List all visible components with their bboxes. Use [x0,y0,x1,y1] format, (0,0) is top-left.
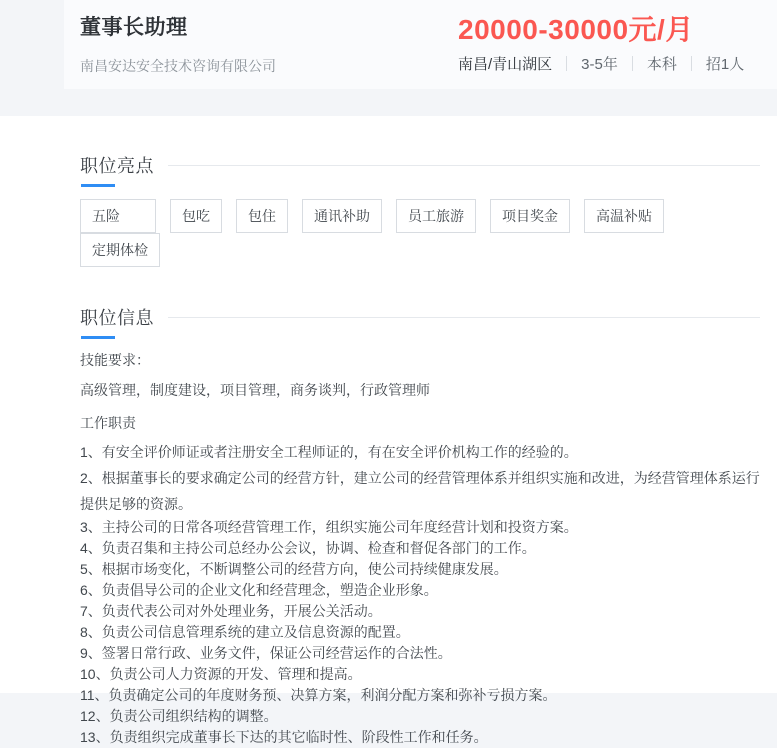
duty-item: 3、主持公司的日常各项经营管理工作，组织实施公司年度经营计划和投资方案。 [80,519,578,535]
duties-label: 工作职责 [80,415,136,431]
highlight-tag: 五险 [80,199,156,233]
highlights-section-title: 职位亮点 [80,156,154,176]
highlight-tag: 项目奖金 [490,199,570,233]
duty-item: 10、负责公司人力资源的开发、管理和提高。 [80,666,362,682]
section-title-underline [81,336,115,339]
section-head-job-info [80,304,760,330]
duties-list [80,439,760,748]
duty-item: 13、负责组织完成董事长下达的其它临时性、阶段性工作和任务。 [80,729,488,745]
page-title: 董事长助理 [80,16,188,39]
meta-divider [691,56,692,71]
highlight-tag: 定期体检 [80,233,160,267]
duty-item: 4、负责召集和主持公司总经办公会议，协调、检查和督促各部门的工作。 [80,540,536,556]
duty-item: 12、负责公司组织结构的调整。 [80,708,278,724]
duty-item: 5、根据市场变化，不断调整公司的经营方向，使公司持续健康发展。 [80,561,508,577]
section-title-underline [81,184,115,187]
skills-text: 高级管理，制度建设，项目管理，商务谈判，行政管理师 [80,382,430,398]
job-info-title-wrap [80,304,154,330]
job-body [0,116,777,745]
duty-item: 9、签署日常行政、业务文件，保证公司经营运作的合法性。 [80,645,452,661]
highlight-tag: 包吃 [170,199,222,233]
skills-label: 技能要求： [80,352,150,368]
meta-divider [632,56,633,71]
duty-item: 11、负责确定公司的年度财务预、决算方案，利润分配方案和弥补亏损方案。 [80,687,557,703]
highlight-tag: 员工旅游 [396,199,476,233]
meta-location: 南昌/青山湖区 [458,56,553,73]
meta-headcount: 招1人 [705,56,745,73]
duty-item: 1、有安全评价师证或者注册安全工程师证的，有在安全评价机构工作的经验的。 [80,444,578,460]
highlight-tag: 高温补贴 [584,199,664,233]
highlight-tags [80,199,760,267]
highlight-tag: 包住 [236,199,288,233]
job-meta-row [458,53,760,74]
salary-text: 20000-30000元/月 [458,14,694,45]
job-info-section-title: 职位信息 [80,308,154,328]
highlights-title-wrap [80,152,154,178]
job-header [64,0,777,89]
highlight-tag: 通讯补助 [302,199,382,233]
company-name: 南昌安达安全技术咨询有限公司 [80,58,276,74]
section-head-highlights [80,152,760,178]
duty-item: 2、根据董事长的要求确定公司的经营方针，建立公司的经营管理体系并组织实施和改进，为经营管理体系运行提供足够的资源。 [80,470,760,512]
meta-experience: 3-5年 [581,56,618,73]
meta-divider [566,56,567,71]
meta-education: 本科 [646,56,677,73]
section-divider-line [168,165,760,166]
duty-item: 7、负责代表公司对外处理业务，开展公关活动。 [80,603,382,619]
section-divider-line [168,317,760,318]
duty-item: 6、负责倡导公司的企业文化和经营理念，塑造企业形象。 [80,582,438,598]
duty-item: 8、负责公司信息管理系统的建立及信息资源的配置。 [80,624,410,640]
